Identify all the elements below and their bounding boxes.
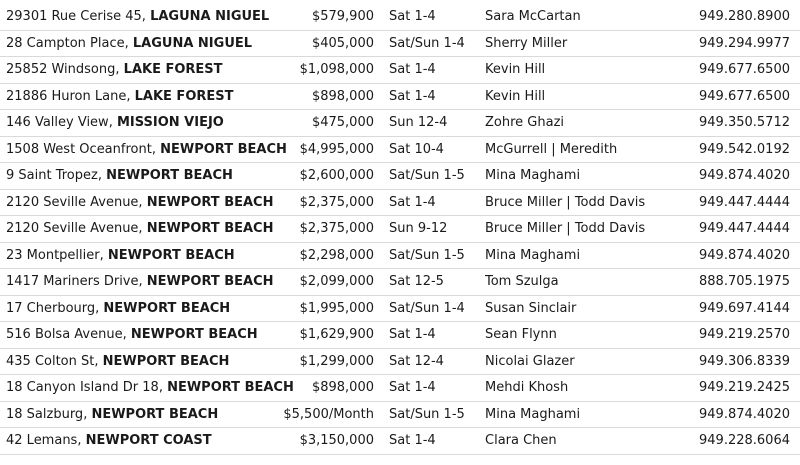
listing-row	[0, 375, 800, 402]
city-name: NEWPORT BEACH	[130, 327, 258, 342]
open-house-time: Sun 12-4	[389, 115, 448, 130]
agent-phone: 949.874.4020	[699, 247, 790, 263]
listing-price: $898,000	[311, 380, 374, 395]
street-address: 18 Canyon Island Dr 18,	[6, 380, 168, 395]
listing-address	[6, 110, 298, 136]
listing-row	[0, 216, 800, 243]
listing-row	[0, 84, 800, 111]
open-house-time: Sat 1-4	[389, 380, 436, 395]
listing-price: $1,098,000	[299, 62, 374, 77]
listing-price: $1,995,000	[299, 300, 374, 316]
agent-name: Zohre Ghazi	[485, 115, 565, 130]
listing-row	[0, 322, 800, 349]
open-house-time: Sat 10-4	[389, 141, 444, 157]
listing-price: $475,000	[311, 115, 374, 130]
listing-address	[6, 137, 298, 163]
agent-phone: 949.306.8339	[699, 353, 790, 369]
agent-phone: 949.280.8900	[699, 9, 790, 24]
street-address: 1417 Mariners Drive,	[6, 274, 147, 289]
agent-phone: 949.874.4020	[699, 406, 790, 422]
listing-address	[6, 4, 298, 30]
agent-name: Clara Chen	[485, 433, 557, 448]
street-address: 23 Montpellier,	[6, 247, 108, 263]
agent-name: Mina Maghami	[485, 406, 581, 422]
listing-row	[0, 190, 800, 217]
listing-row	[0, 137, 800, 164]
open-house-time: Sat 1-4	[389, 9, 436, 24]
open-house-time: Sat/Sun 1-5	[389, 406, 465, 422]
street-address: 28 Campton Place,	[6, 35, 133, 51]
agent-name: McGurrell | Meredith	[485, 141, 618, 157]
city-name: LAKE FOREST	[123, 62, 223, 77]
agent-phone: 949.677.6500	[699, 88, 790, 104]
street-address: 17 Cherbourg,	[6, 300, 104, 316]
agent-name: Bruce Miller | Todd Davis	[485, 194, 646, 210]
open-house-time: Sat/Sun 1-4	[389, 300, 465, 316]
open-house-time: Sat 1-4	[389, 433, 436, 448]
agent-phone: 949.228.6064	[699, 433, 790, 448]
listing-row	[0, 163, 800, 190]
agent-name: Mehdi Khosh	[485, 380, 569, 395]
city-name: NEWPORT BEACH	[102, 353, 230, 369]
open-house-time: Sun 9-12	[389, 221, 448, 236]
open-house-time: Sat 1-4	[389, 194, 436, 210]
listing-address	[6, 269, 298, 295]
listing-address	[6, 57, 298, 83]
listing-price: $2,375,000	[299, 221, 374, 236]
listing-row	[0, 428, 800, 455]
listing-address	[6, 322, 298, 348]
listing-address	[6, 296, 298, 322]
listing-price: $2,298,000	[299, 247, 374, 263]
listing-address	[6, 402, 298, 428]
listing-row	[0, 296, 800, 323]
agent-name: Mina Maghami	[485, 168, 581, 183]
listing-address	[6, 428, 298, 454]
open-house-time: Sat 1-4	[389, 88, 436, 104]
agent-name: Kevin Hill	[485, 62, 546, 77]
listing-price: $5,500/Month	[283, 406, 374, 422]
agent-name: Sherry Miller	[485, 35, 568, 51]
street-address: 1508 West Oceanfront,	[6, 141, 161, 157]
listing-row	[0, 243, 800, 270]
city-name: LAKE FOREST	[134, 88, 234, 104]
listing-price: $1,629,900	[299, 327, 374, 342]
listing-price: $579,900	[311, 9, 374, 24]
listing-row	[0, 57, 800, 84]
street-address: 2120 Seville Avenue,	[6, 194, 147, 210]
street-address: 21886 Huron Lane,	[6, 88, 135, 104]
listing-address	[6, 31, 298, 57]
agent-phone: 949.447.4444	[699, 221, 790, 236]
city-name: NEWPORT COAST	[85, 433, 212, 448]
listing-row	[0, 269, 800, 296]
listing-address	[6, 243, 298, 269]
listing-address	[6, 349, 298, 375]
open-house-time: Sat/Sun 1-5	[389, 168, 465, 183]
listing-price: $2,099,000	[299, 274, 374, 289]
agent-name: Sean Flynn	[485, 327, 557, 342]
open-house-time: Sat/Sun 1-4	[389, 35, 465, 51]
city-name: LAGUNA NIGUEL	[132, 35, 253, 51]
agent-name: Susan Sinclair	[485, 300, 577, 316]
agent-phone: 949.219.2570	[699, 327, 790, 342]
street-address: 29301 Rue Cerise 45,	[6, 9, 151, 24]
listing-row	[0, 402, 800, 429]
open-house-time: Sat 12-4	[389, 353, 444, 369]
city-name: NEWPORT BEACH	[167, 380, 294, 395]
city-name: MISSION VIEJO	[116, 115, 224, 130]
agent-phone: 949.294.9977	[699, 35, 790, 51]
agent-phone: 888.705.1975	[699, 274, 790, 289]
listing-address	[6, 163, 298, 189]
street-address: 516 Bolsa Avenue,	[6, 327, 131, 342]
listing-row	[0, 31, 800, 58]
agent-phone: 949.542.0192	[699, 141, 790, 157]
listing-price: $1,299,000	[299, 353, 374, 369]
agent-phone: 949.874.4020	[699, 168, 790, 183]
open-house-time: Sat 12-5	[389, 274, 444, 289]
agent-name: Mina Maghami	[485, 247, 581, 263]
city-name: NEWPORT BEACH	[146, 221, 274, 236]
open-house-time: Sat 1-4	[389, 327, 436, 342]
city-name: NEWPORT BEACH	[103, 300, 231, 316]
agent-phone: 949.697.4144	[699, 300, 790, 316]
agent-phone: 949.350.5712	[699, 115, 790, 130]
city-name: NEWPORT BEACH	[146, 274, 274, 289]
listing-price: $2,375,000	[299, 194, 374, 210]
listing-address	[6, 216, 298, 242]
city-name: LAGUNA NIGUEL	[150, 9, 270, 24]
listing-price: $2,600,000	[299, 168, 374, 183]
street-address: 2120 Seville Avenue,	[6, 221, 147, 236]
city-name: NEWPORT BEACH	[91, 406, 219, 422]
listing-price: $405,000	[311, 35, 374, 51]
agent-phone: 949.677.6500	[699, 62, 790, 77]
listing-address	[6, 190, 298, 216]
street-address: 435 Colton St,	[6, 353, 103, 369]
listing-address	[6, 84, 298, 110]
listing-price: $898,000	[311, 88, 374, 104]
agent-name: Nicolai Glazer	[485, 353, 575, 369]
city-name: NEWPORT BEACH	[146, 194, 274, 210]
city-name: NEWPORT BEACH	[106, 168, 233, 183]
agent-name: Tom Szulga	[485, 274, 559, 289]
listing-row	[0, 4, 800, 31]
street-address: 18 Salzburg,	[6, 406, 92, 422]
agent-name: Kevin Hill	[485, 88, 546, 104]
street-address: 9 Saint Tropez,	[6, 168, 107, 183]
agent-phone: 949.219.2425	[699, 380, 790, 395]
listing-address	[6, 375, 298, 401]
listing-row	[0, 110, 800, 137]
open-house-time: Sat/Sun 1-5	[389, 247, 465, 263]
street-address: 42 Lemans,	[6, 433, 86, 448]
listing-price: $4,995,000	[299, 141, 374, 157]
agent-name: Sara McCartan	[485, 9, 581, 24]
city-name: NEWPORT BEACH	[160, 141, 287, 157]
city-name: NEWPORT BEACH	[107, 247, 235, 263]
open-house-time: Sat 1-4	[389, 62, 436, 77]
listing-price: $3,150,000	[299, 433, 374, 448]
agent-name: Bruce Miller | Todd Davis	[485, 221, 646, 236]
street-address: 25852 Windsong,	[6, 62, 124, 77]
agent-phone: 949.447.4444	[699, 194, 790, 210]
street-address: 146 Valley View,	[6, 115, 117, 130]
listing-row	[0, 349, 800, 376]
